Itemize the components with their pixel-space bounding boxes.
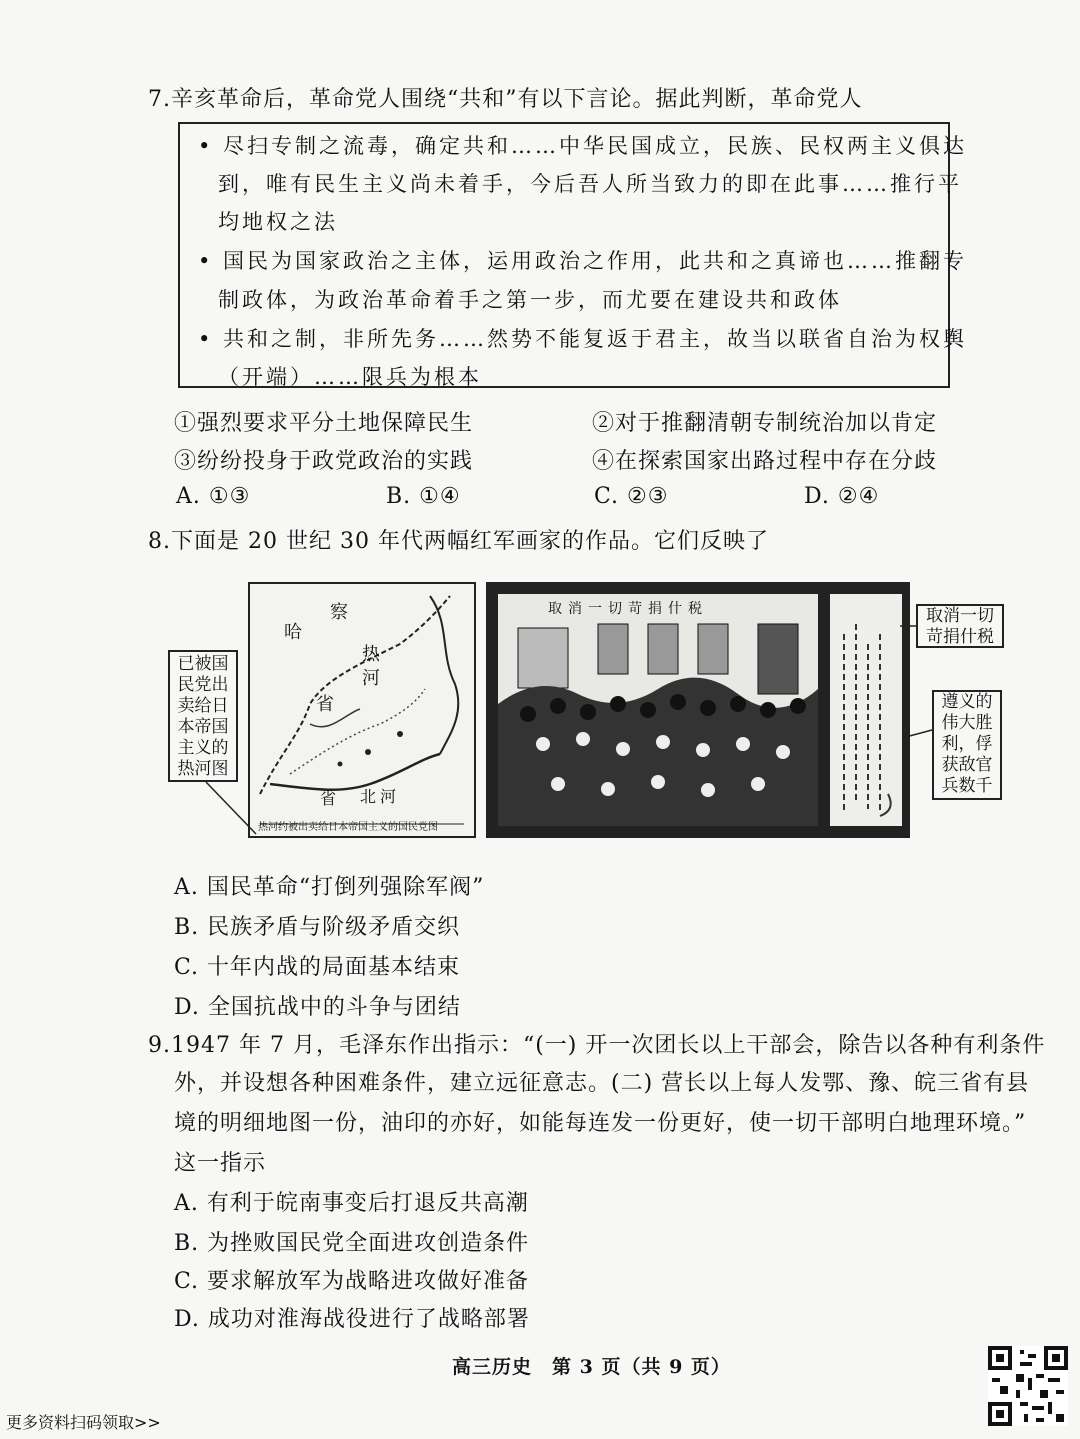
q7-option-c[interactable]: C. ②③ xyxy=(594,484,669,509)
q9-option-d[interactable]: D. 成功对淮海战役进行了战略部署 xyxy=(174,1307,530,1332)
map-label: 北 xyxy=(360,787,377,806)
q7-quote-line: 到，唯有民生主义尚未着手，今后吾人所当致力的即在此事……推行平 xyxy=(218,172,962,196)
callout-line: 伟大胜 xyxy=(941,713,993,733)
callout-line: 兵数千 xyxy=(941,776,993,796)
q7-statement: ②对于推翻清朝专制统治加以肯定 xyxy=(592,411,938,436)
callout-line: 民党出 xyxy=(177,675,229,695)
callout-line: 已被国 xyxy=(177,654,229,674)
poster-crowd-scene xyxy=(498,594,818,826)
callout-line: 主义的 xyxy=(177,738,229,758)
q7-quote-line: 均地权之法 xyxy=(218,210,338,234)
q8-option-b[interactable]: B. 民族矛盾与阶级矛盾交织 xyxy=(174,915,461,940)
callout-line: 苛捐什税 xyxy=(926,627,994,647)
q9-stem-line: 境的明细地图一份，油印的亦好，如能每连发一份更好，使一切干部明白地理环境。” xyxy=(174,1111,1027,1136)
q9-stem-line: 外，并设想各种困难条件，建立远征意志。(二) 营长以上每人发鄂、豫、皖三省有县 xyxy=(174,1071,1030,1096)
q7-option-d[interactable]: D. ②④ xyxy=(804,484,880,509)
q7-quote-line: • 共和之制，非所先务……然势不能复返于君主，故当以联省自治为权舆 xyxy=(198,327,968,351)
q7-statement: ③纷纷投身于政党政治的实践 xyxy=(174,449,474,474)
q7-quote-line: 制政体，为政治革命着手之第一步，而尤要在建设共和政体 xyxy=(218,288,842,312)
callout-line: 取消一切 xyxy=(926,606,994,626)
callout-line: 卖给日 xyxy=(177,696,229,716)
q7-statement: ①强烈要求平分土地保障民生 xyxy=(174,411,474,436)
qr-code-icon xyxy=(988,1346,1068,1426)
callout-pointers-right xyxy=(896,620,936,770)
callout-line: 利，俘 xyxy=(941,734,993,754)
q7-statement: ④在探索国家出路过程中存在分歧 xyxy=(592,449,938,474)
scan-more-link[interactable]: 更多资料扫码领取>> xyxy=(6,1413,161,1432)
q7-option-b[interactable]: B. ①④ xyxy=(386,484,461,509)
poster-callout-bottom xyxy=(932,690,1002,800)
callout-line: 本帝国 xyxy=(177,717,229,737)
map-label: 省 xyxy=(320,789,337,808)
map-label: 察 xyxy=(330,602,348,623)
q9-stem-line: 9.1947 年 7 月，毛泽东作出指示：“(一) 开一次团长以上干部会，除告以各种有利条件 xyxy=(148,1033,1046,1058)
q7-option-a[interactable]: A. ①③ xyxy=(176,484,251,509)
crowd-drawing xyxy=(498,594,818,826)
map-label: 河 xyxy=(362,668,380,689)
map-label: 河 xyxy=(380,787,397,806)
map-label: 哈 xyxy=(284,622,302,643)
q7-stem: 7.辛亥革命后，革命党人围绕“共和”有以下言论。据此判断，革命党人 xyxy=(148,87,863,112)
map-label: 热 xyxy=(362,644,380,665)
callout-line: 热河图 xyxy=(177,759,229,779)
poster-side-text xyxy=(830,594,902,826)
callout-line: 遵义的 xyxy=(941,692,993,712)
q8-option-a[interactable]: A. 国民革命“打倒列强除军阀” xyxy=(174,875,485,900)
q7-quote-line: • 国民为国家政治之主体，运用政治之作用，此共和之真谛也……推翻专 xyxy=(198,249,968,273)
q8-stem: 8.下面是 20 世纪 30 年代两幅红军画家的作品。它们反映了 xyxy=(148,529,769,554)
q8-option-d[interactable]: D. 全国抗战中的斗争与团结 xyxy=(174,995,461,1020)
qr-code[interactable] xyxy=(988,1346,1068,1426)
map-label: 省 xyxy=(316,694,334,715)
q9-option-b[interactable]: B. 为挫败国民党全面进攻创造条件 xyxy=(174,1231,530,1256)
q7-quote-line: • 尽扫专制之流毒，确定共和……中华民国成立，民族、民权两主义俱达 xyxy=(198,134,968,158)
poster-figure xyxy=(486,582,910,838)
q7-quote-line: （开端）……限兵为根本 xyxy=(218,365,482,389)
map-caption: 热河约被出卖给日本帝国主义的国民党图 xyxy=(258,822,438,833)
poster-banner: 取消一切苛捐什税 xyxy=(548,601,708,617)
page-footer: 高三历史 第 3 页（共 9 页） xyxy=(452,1356,731,1378)
callout-line: 获敌官 xyxy=(941,755,993,775)
q9-option-c[interactable]: C. 要求解放军为战略进攻做好准备 xyxy=(174,1269,530,1294)
q8-option-c[interactable]: C. 十年内战的局面基本结束 xyxy=(174,955,461,980)
q9-stem-line: 这一指示 xyxy=(174,1151,267,1176)
map-callout xyxy=(168,650,238,782)
handwriting-drawing xyxy=(830,594,902,826)
q9-option-a[interactable]: A. 有利于皖南事变后打退反共高潮 xyxy=(174,1191,529,1216)
callout-pointer xyxy=(200,780,260,840)
